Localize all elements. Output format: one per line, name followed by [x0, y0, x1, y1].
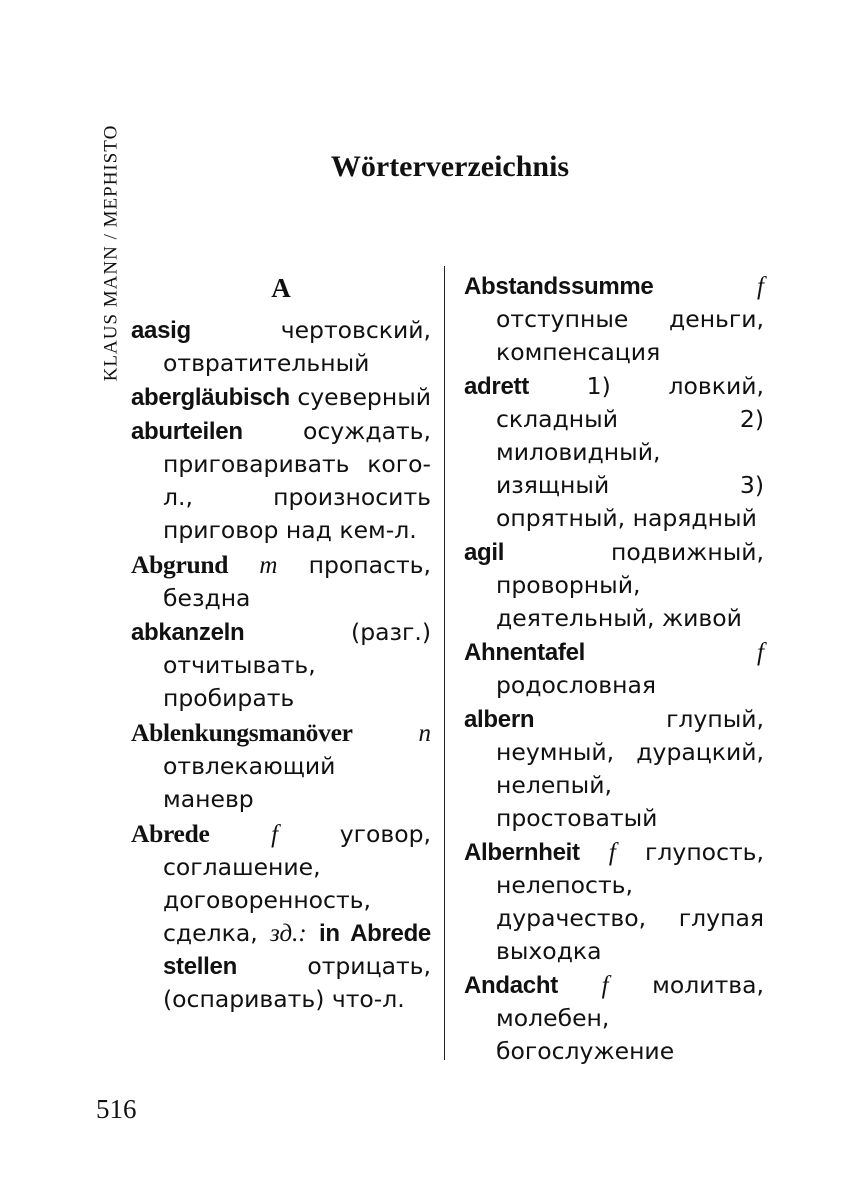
- dictionary-entry: [464, 370, 764, 535]
- dictionary-entry: [464, 836, 764, 968]
- dictionary-entry: [131, 381, 431, 414]
- definition: осуждать, приговаривать кого-л., произносить приговор над кем-л.: [163, 417, 431, 544]
- column-divider: [444, 266, 445, 1060]
- definition: глупый, неумный, дурацкий, нелепый, простоватый: [496, 705, 764, 832]
- dictionary-entry: [464, 969, 764, 1068]
- headword: agil: [464, 539, 505, 566]
- dictionary-entry: [464, 636, 764, 702]
- definition: чертовский, отвратительный: [163, 316, 431, 377]
- right-column: [464, 270, 764, 1069]
- definition: подвижный, проворный, деятельный, живой: [496, 538, 764, 632]
- headword: abkanzeln: [131, 619, 245, 646]
- gender-marker: f: [271, 821, 279, 848]
- headword: adrett: [464, 373, 529, 400]
- section-letter: A: [271, 273, 291, 303]
- gender-marker: f: [757, 639, 764, 666]
- dictionary-entry: [464, 703, 764, 835]
- headword: aasig: [131, 317, 191, 344]
- page-number: 516: [96, 1094, 137, 1124]
- dictionary-entry: [464, 536, 764, 635]
- gender-marker: f: [608, 839, 616, 866]
- gender-marker: n: [418, 720, 431, 747]
- dictionary-entry: [131, 415, 431, 547]
- headword: Abgrund: [131, 550, 229, 579]
- definition: родословная: [496, 671, 656, 699]
- headword: abergläubisch: [131, 384, 290, 411]
- headword: Ahnentafel: [464, 639, 586, 666]
- definition: глупость, нелепость, дурачество, глупая выходка: [496, 838, 764, 965]
- dictionary-entry: [131, 548, 431, 615]
- left-column: [131, 268, 431, 1017]
- headword: Ablenkungsmanöver: [131, 718, 353, 747]
- dictionary-entry: [464, 270, 764, 369]
- headword: albern: [464, 706, 535, 733]
- definition: отступные деньги, компенсация: [496, 305, 764, 366]
- phrase: in Abrede stellen: [163, 920, 431, 980]
- definition: отвлекающий маневр: [163, 752, 336, 813]
- headword: aburteilen: [131, 418, 243, 445]
- dictionary-entry: [131, 817, 431, 1016]
- definition: пропасть, бездна: [163, 551, 431, 612]
- spine-text: KLAUS MANN / MEPHISTO: [100, 124, 121, 381]
- definition: уговор, соглашение, договоренность, сделка,: [163, 820, 431, 947]
- dictionary-entry: [131, 616, 431, 715]
- dictionary-entry: [131, 716, 431, 816]
- dictionary-entry: [131, 314, 431, 380]
- definition: 1) ловкий, складный 2) миловидный, изящный 3) опрятный, нарядный: [496, 372, 764, 532]
- headword: Abstandssumme: [464, 273, 654, 300]
- gender-marker: f: [601, 972, 609, 999]
- headword: Abrede: [131, 819, 210, 848]
- page-title: Wörterverzeichnis: [330, 150, 570, 183]
- headword: Albernheit: [464, 839, 580, 866]
- phrase-definition: отрицать, (оспаривать) что-л.: [163, 952, 431, 1013]
- definition: суеверный: [297, 383, 432, 411]
- definition: (разг.) отчитывать, пробирать: [163, 618, 431, 712]
- definition: молитва, молебен, богослужение: [496, 971, 764, 1065]
- gender-marker: m: [259, 552, 278, 579]
- usage-note: зд.:: [270, 920, 307, 947]
- running-head-vertical: [96, 100, 126, 405]
- headword: Andacht: [464, 972, 558, 999]
- gender-marker: f: [757, 273, 764, 300]
